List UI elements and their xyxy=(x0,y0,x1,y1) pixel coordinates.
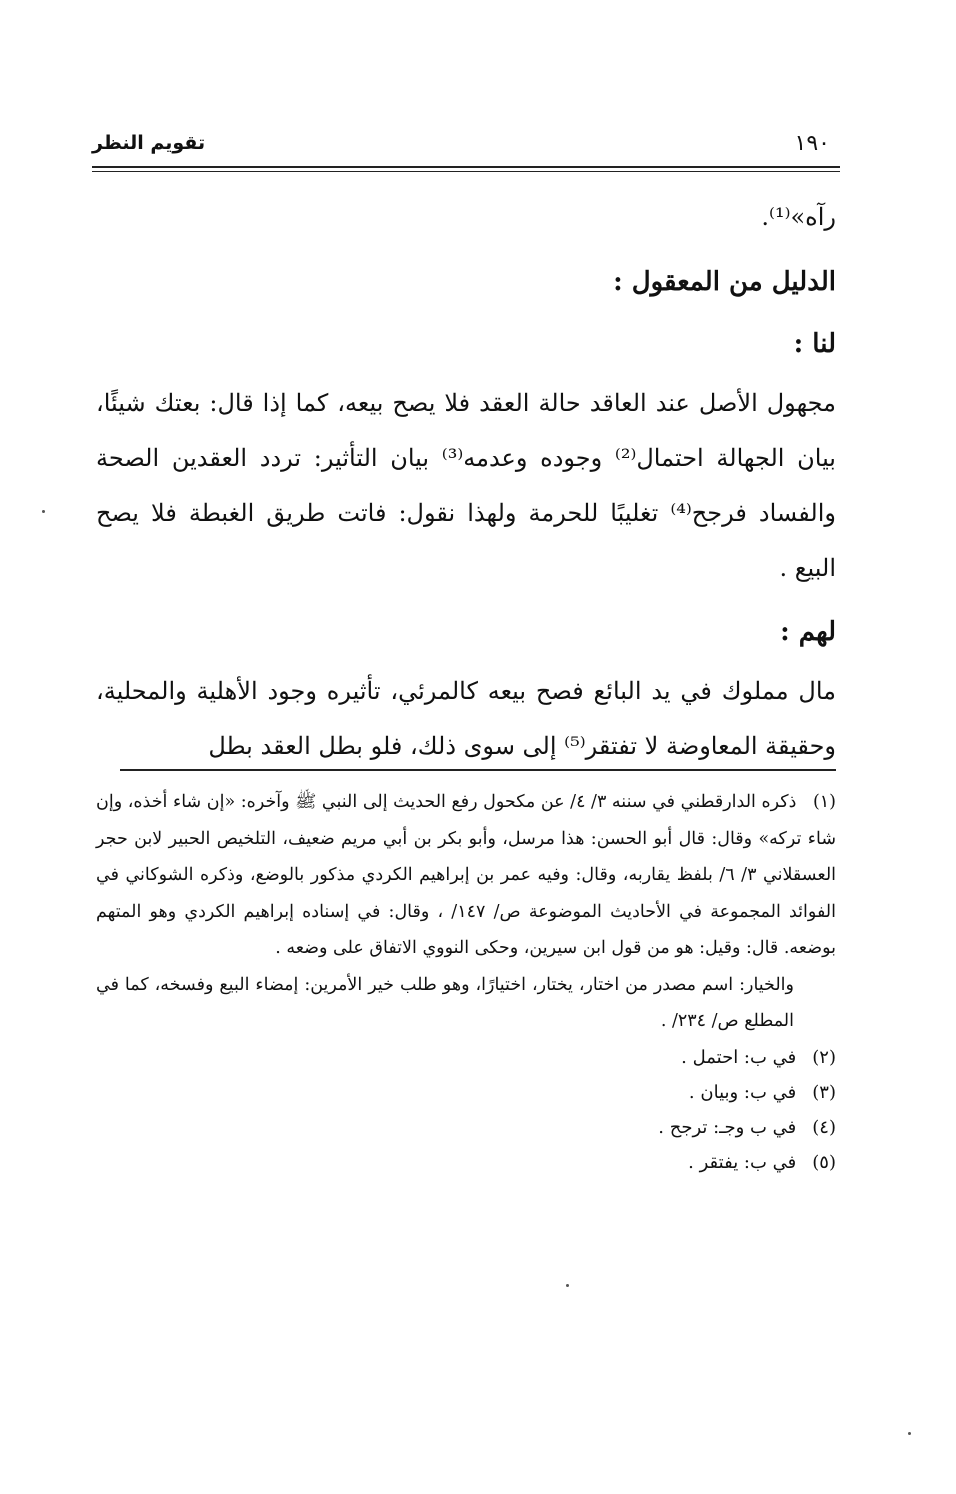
paragraph-their-argument: مال مملوك في يد البائع فصح بيعه كالمرئي، تأثيره وجود الأهلية والمحلية، وحقيقة المعاوضة لا تفتقر⁽⁵⁾ إلى سوى ذلك، فلو بطل العقد بطل xyxy=(96,677,836,760)
footnote-2 xyxy=(96,1040,836,1075)
footnote-4 xyxy=(96,1110,836,1145)
footnote-text: في ب وجـ: ترجح . xyxy=(658,1116,797,1138)
paragraph-our-argument: مجهول الأصل عند العاقد حالة العقد فلا يصح بيعه، كما إذا قال: بعتك شيئًا، بيان الجهالة احتمال⁽²⁾ وجوده وعدمه⁽³⁾ بيان التأثير: تردد العقدين الصحة والفساد فرجح⁽⁴⁾ تغليبًا للحرمة ولهذا نقول: فاتت طريق الغبطة فلا يصح البيع . xyxy=(96,389,837,582)
footnote-1 xyxy=(96,784,836,967)
subheading-for-them: لهم : xyxy=(780,617,836,647)
footnote-1-continuation: والخيار: اسم مصدر من اختار، يختار، اختيارًا، وهو طلب خير الأمرين: إمضاء البيع وفسخه، كما في المطلع ص/ ٢٣٤/ . xyxy=(96,974,794,1031)
page-number: ١٩٠ xyxy=(794,130,830,156)
running-header xyxy=(92,128,840,158)
section-heading: الدليل من المعقول : xyxy=(613,267,836,297)
footnote-number: (٤) xyxy=(812,1116,836,1138)
scan-speck xyxy=(908,1432,911,1435)
footnote-number: (١) xyxy=(812,792,836,812)
footnotes xyxy=(96,784,836,1180)
footnote-number: (٣) xyxy=(812,1081,836,1103)
footnote-text: في ب: يفتقر . xyxy=(688,1151,797,1173)
footnote-text: ذكره الدارقطني في سننه ٣/ ٤/ عن مكحول رفع الحديث إلى النبي ﷺ وآخره: «إن شاء أخذه، وإن شاء تركه» وقال: قال أبو الحسن: هذا مرسل، وأبو بكر بن أبي مريم ضعيف، التلخيص الحبير لابن حجر العسقلاني ٣/ ٦/ بلفظ يقاربه، وقال: وفيه عمر بن إبراهيم الكردي مذكور بالوضع، وذكره الشوكاني في الفوائد المجموعة في الأحاديث الموضوعة ص/ ١٤٧/ ، وقال: في إسناده إبراهيم الكردي وهو المتهم بوضعه. قال: وقيل: هو من قول ابن سيرين، وحكى النووي الاتفاق على وضعه . xyxy=(96,792,837,958)
scan-speck xyxy=(42,510,45,513)
subheading-for-us: لنا : xyxy=(793,329,836,359)
footnote-text: في ب: وبيان . xyxy=(688,1081,797,1103)
scan-speck xyxy=(566,1284,569,1287)
footnote-3 xyxy=(96,1075,836,1110)
header-rule xyxy=(92,166,840,172)
continued-fragment: رآه»⁽¹⁾. xyxy=(761,203,836,231)
footnote-text: في ب: احتمل . xyxy=(681,1046,797,1068)
main-text xyxy=(96,190,836,774)
footnote-number: (٥) xyxy=(812,1151,836,1173)
running-title: تقويم النظر xyxy=(92,132,206,154)
footnote-number: (٢) xyxy=(812,1046,836,1068)
footnote-separator xyxy=(120,769,836,771)
footnote-5 xyxy=(96,1145,836,1180)
